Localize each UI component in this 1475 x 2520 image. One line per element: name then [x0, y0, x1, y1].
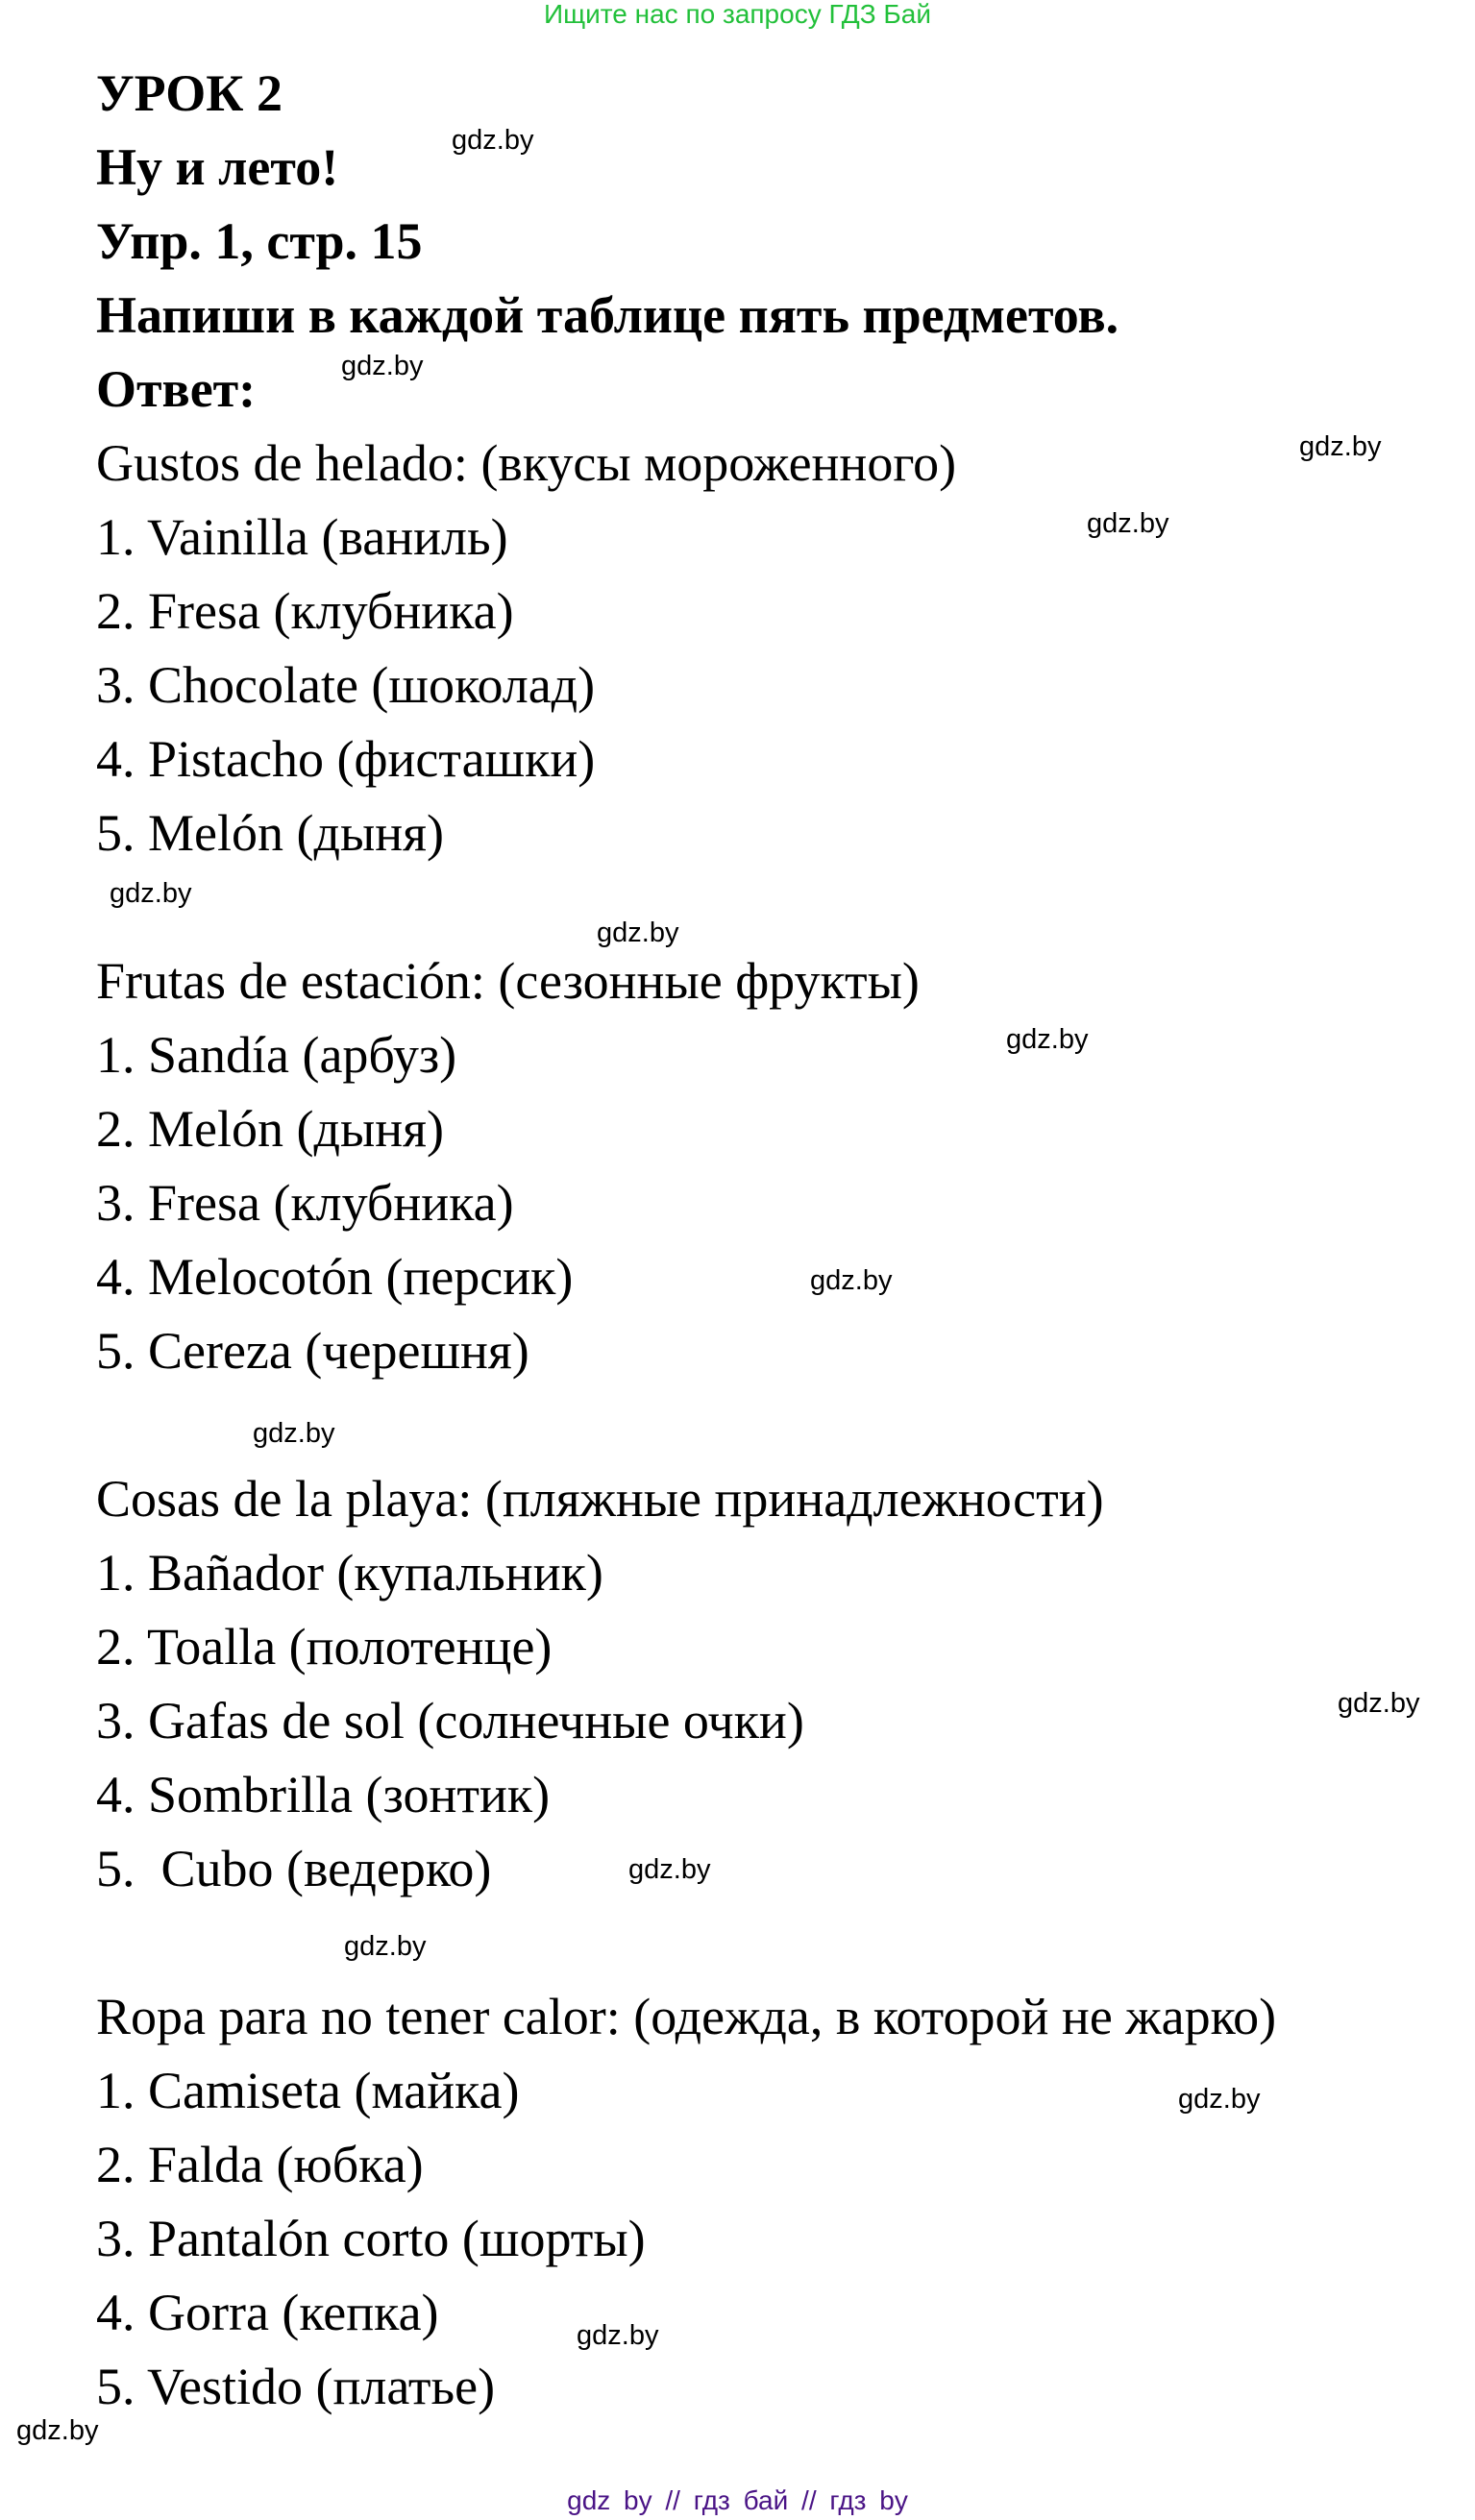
watermark: gdz.by [1006, 1024, 1089, 1055]
list-item: 5. Vestido (платье) [96, 2358, 496, 2415]
list-item: 1. Vainilla (ваниль) [96, 508, 508, 566]
spacer [96, 1388, 106, 1462]
list-item: 4. Melocotón (персик) [96, 1248, 574, 1306]
list-item: 2. Melón (дыня) [96, 1100, 444, 1158]
watermark: gdz.by [253, 1418, 335, 1449]
list-item: 2. Falda (юбка) [96, 2136, 424, 2193]
list-item: 4. Pistacho (фисташки) [96, 730, 596, 788]
answer-label: Ответ: [96, 360, 257, 418]
list-item: 1. Sandía (арбуз) [96, 1026, 457, 1084]
watermark: gdz.by [597, 917, 679, 948]
list-item: 2. Toalla (полотенце) [96, 1618, 553, 1676]
spacer [96, 870, 106, 944]
lesson-number: УРОК 2 [96, 64, 283, 122]
list-item: 1. Bañador (купальник) [96, 1544, 603, 1602]
list-item: 3. Gafas de sol (солнечные очки) [96, 1692, 804, 1749]
list-item: 3. Fresa (клубника) [96, 1174, 514, 1232]
watermark: gdz.by [577, 2320, 659, 2351]
list-item: 4. Sombrilla (зонтик) [96, 1766, 551, 1823]
section-title: Gustos de helado: (вкусы мороженного) [96, 434, 957, 492]
lesson-title: Ну и лето! [96, 138, 339, 196]
list-item: 5. Cubo (ведерко) [96, 1840, 492, 1897]
list-item: 4. Gorra (кепка) [96, 2284, 439, 2341]
section-title: Cosas de la playa: (пляжные принадлежности) [96, 1470, 1104, 1528]
footer-links[interactable]: gdz by // гдз бай // гдз by [567, 2485, 908, 2515]
document-body [96, 57, 1276, 2424]
exercise-reference: Упр. 1, стр. 15 [96, 212, 423, 270]
section-title: Ropa para no tener calor: (одежда, в которой не жарко) [96, 1988, 1277, 2045]
list-item: 3. Chocolate (шоколад) [96, 656, 596, 714]
watermark: gdz.by [1087, 508, 1169, 539]
watermark: gdz.by [16, 2415, 99, 2446]
watermark: gdz.by [628, 1854, 711, 1885]
watermark: gdz.by [810, 1265, 893, 1296]
task-text: Напиши в каждой таблице пять предметов. [96, 286, 1119, 344]
search-banner-link[interactable]: Ищите нас по запросу ГДЗ Бай [543, 0, 932, 29]
watermark: gdz.by [1299, 431, 1382, 462]
section-title: Frutas de estación: (сезонные фрукты) [96, 952, 920, 1010]
watermark: gdz.by [452, 125, 534, 156]
list-item: 2. Fresa (клубника) [96, 582, 514, 640]
spacer [96, 1906, 106, 1980]
list-item: 1. Camiseta (майка) [96, 2062, 520, 2119]
watermark: gdz.by [341, 351, 424, 381]
watermark: gdz.by [1178, 2084, 1261, 2115]
watermark: gdz.by [344, 1931, 427, 1962]
watermark: gdz.by [1338, 1688, 1420, 1719]
list-item: 5. Cereza (черешня) [96, 1322, 529, 1380]
watermark: gdz.by [110, 878, 192, 909]
list-item: 5. Melón (дыня) [96, 804, 444, 862]
list-item: 3. Pantalón corto (шорты) [96, 2210, 646, 2267]
